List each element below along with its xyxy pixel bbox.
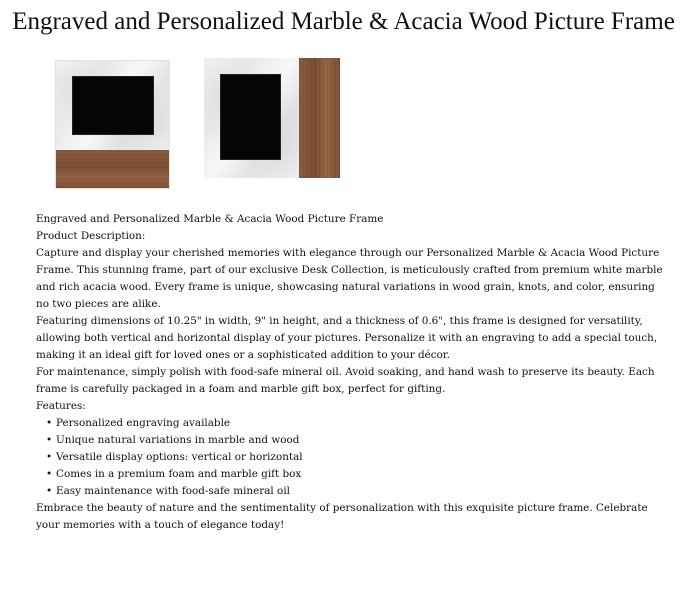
acacia-wood-panel <box>299 58 340 178</box>
product-description <box>36 211 666 534</box>
section-label: Product Description: <box>36 230 146 242</box>
photo-window <box>72 76 154 135</box>
bullet-icon: • <box>46 485 53 497</box>
feature-text: Versatile display options: vertical or horizontal <box>56 451 303 463</box>
acacia-wood-panel <box>56 150 169 188</box>
feature-text: Unique natural variations in marble and wood <box>56 434 300 446</box>
list-item <box>46 483 666 500</box>
features-label: Features: <box>36 400 86 412</box>
list-item <box>46 415 666 432</box>
photo-window <box>220 74 281 160</box>
feature-text: Easy maintenance with food-safe mineral oil <box>56 485 290 497</box>
list-item <box>46 449 666 466</box>
description-heading: Engraved and Personalized Marble & Acacia Wood Picture Frame <box>36 213 384 225</box>
description-paragraph-3: For maintenance, simply polish with food-safe mineral oil. Avoid soaking, and hand wash to preserve its beauty. Each frame is carefully packaged in a foam and marble gift box, perfect for gifting. <box>36 366 655 395</box>
list-item <box>46 432 666 449</box>
page-title: Engraved and Personalized Marble & Acacia Wood Picture Frame <box>12 8 675 35</box>
vertical-frame-image[interactable] <box>55 60 170 189</box>
bullet-icon: • <box>46 417 53 429</box>
closing-paragraph: Embrace the beauty of nature and the sentimentality of personalization with this exquisite picture frame. Celebrate your memories with a touch of elegance today! <box>36 502 648 531</box>
bullet-icon: • <box>46 468 53 480</box>
list-item <box>46 466 666 483</box>
description-paragraph-2: Featuring dimensions of 10.25" in width, 9" in height, and a thickness of 0.6", this frame is designed for versatility, allowing both vertical and horizontal display of your pictures. Personalize it with an engraving to add a special touch, making it an ideal gift for loved ones or a sophisticated addition to your décor. <box>36 315 658 361</box>
bullet-icon: • <box>46 451 53 463</box>
feature-text: Personalized engraving available <box>56 417 231 429</box>
horizontal-frame-image[interactable] <box>204 58 340 178</box>
feature-text: Comes in a premium foam and marble gift box <box>56 468 302 480</box>
bullet-icon: • <box>46 434 53 446</box>
description-paragraph-1: Capture and display your cherished memories with elegance through our Personalized Marble & Acacia Wood Picture Frame. This stunning frame, part of our exclusive Desk Collection, is meticulously crafted from premium white marble and rich acacia wood. Every frame is unique, showcasing natural variations in wood grain, knots, and color, ensuring no two pieces are alike. <box>36 247 663 310</box>
features-list <box>36 415 666 500</box>
